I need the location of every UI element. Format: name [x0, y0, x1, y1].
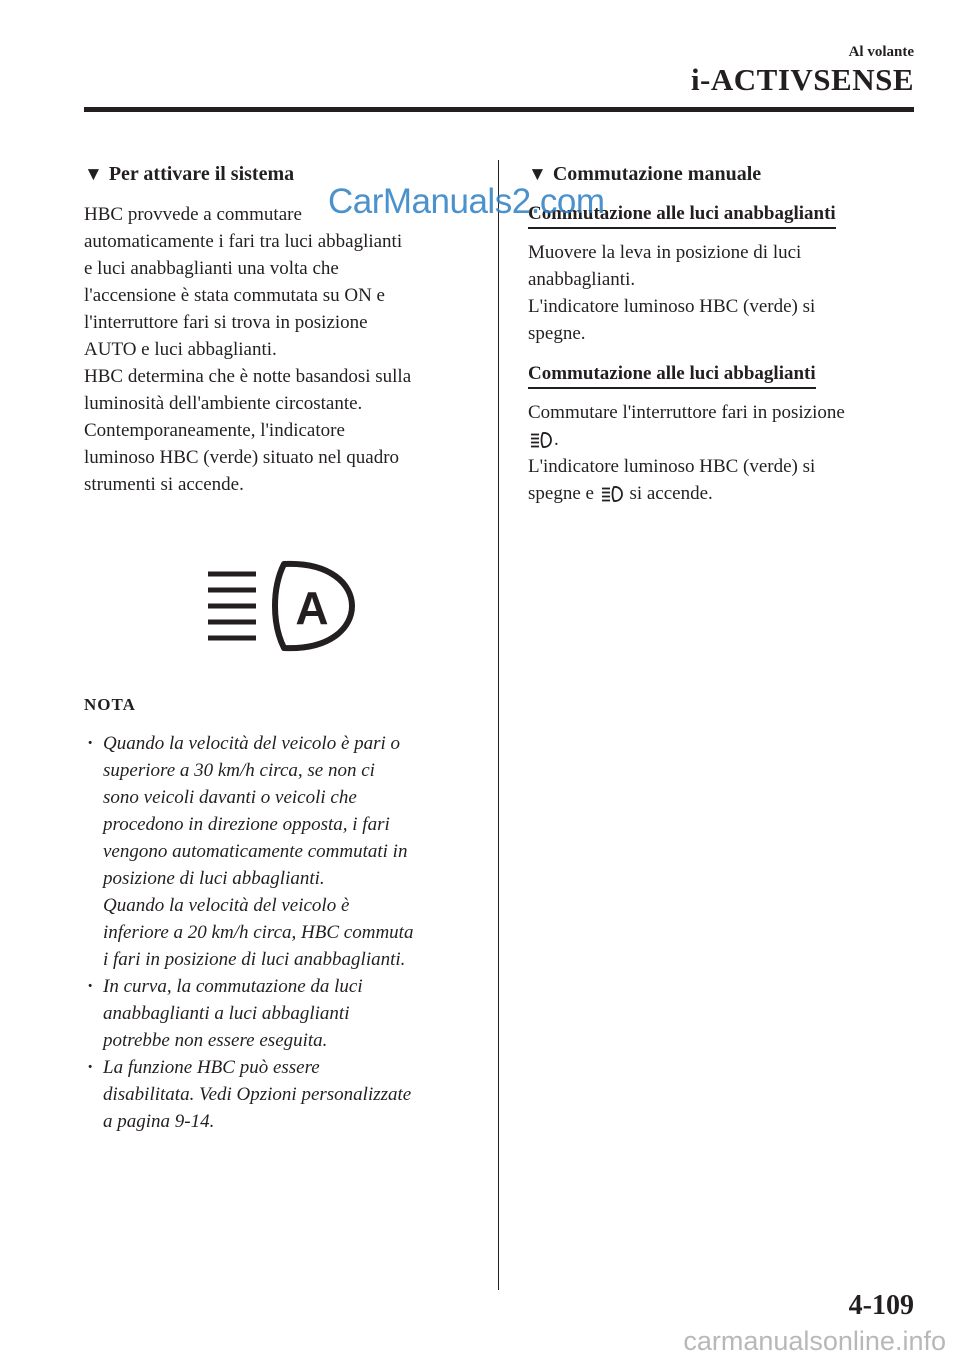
section-title: i-ACTIVSENSE — [690, 62, 914, 97]
bullet-icon: · — [87, 1057, 94, 1078]
paragraph-line: luminosità dell'ambiente circostante. — [84, 393, 363, 414]
inline-text: si accende. — [624, 483, 713, 504]
chapter-label: Al volante — [848, 44, 914, 60]
paragraph-line: l'interruttore fari si trova in posizione — [84, 312, 368, 333]
note-line: anabbaglianti a luci abbaglianti — [103, 1003, 350, 1024]
paragraph-line: l'accensione è stata commutata su ON e — [84, 285, 385, 306]
note-line: potrebbe non essere eseguita. — [103, 1030, 328, 1051]
paragraph-line: anabbaglianti. — [528, 269, 636, 290]
paragraph-line: L'indicatore luminoso HBC (verde) si — [528, 296, 816, 317]
low-beam-title: Commutazione alle luci anabbaglianti — [528, 201, 836, 229]
note-item — [84, 730, 476, 973]
note-line: superiore a 30 km/h circa, se non ci — [103, 760, 375, 781]
note-line: sono veicoli davanti o veicoli che — [103, 787, 357, 808]
paragraph-line: L'indicatore luminoso HBC (verde) si — [528, 456, 816, 477]
hbc-auto-high-beam-icon — [202, 558, 362, 658]
watermark-link[interactable]: CarManuals2.com — [328, 182, 605, 221]
triangle-marker-icon: ▼ — [84, 164, 103, 185]
note-line: Quando la velocità del veicolo è — [103, 895, 350, 916]
low-beam-section — [528, 201, 918, 347]
note-line: La funzione HBC può essere — [103, 1057, 320, 1078]
paragraph-line — [528, 480, 918, 507]
manual-switch-heading-text: Commutazione manuale — [552, 163, 762, 185]
inline-text: . — [554, 429, 559, 450]
paragraph-line: HBC provvede a commutare — [84, 204, 302, 225]
note-line: procedono in direzione opposta, i fari — [103, 814, 390, 835]
inline-text: spegne e — [528, 483, 599, 504]
note-list — [84, 730, 476, 1135]
page-number: 4-109 — [848, 1290, 914, 1321]
paragraph-line: Commutare l'interruttore fari in posizione — [528, 402, 845, 423]
note-line: a pagina 9-14. — [103, 1111, 215, 1132]
paragraph-line: Muovere la leva in posizione di luci — [528, 242, 802, 263]
paragraph-line: strumenti si accende. — [84, 474, 244, 495]
triangle-marker-icon: ▼ — [528, 164, 547, 185]
paragraph-line: AUTO e luci abbaglianti. — [84, 339, 277, 360]
note-line: disabilitata. Vedi Opzioni personalizzate — [103, 1084, 412, 1105]
header-rule — [84, 107, 914, 112]
bullet-icon: · — [87, 976, 94, 997]
high-beam-icon — [530, 432, 552, 448]
paragraph-line — [528, 426, 918, 453]
hbc-icon-letter: A — [295, 582, 329, 634]
paragraph-line: e luci anabbaglianti una volta che — [84, 258, 339, 279]
paragraph-line: luminoso HBC (verde) situato nel quadro — [84, 447, 400, 468]
footer-url-link[interactable]: carmanualsonline.info — [683, 1326, 946, 1356]
note-line: vengono automaticamente commutati in — [103, 841, 408, 862]
high-beam-title: Commutazione alle luci abbaglianti — [528, 361, 816, 389]
note-line: i fari in posizione di luci anabbaglianti. — [103, 949, 406, 970]
high-beam-icon — [601, 486, 623, 502]
column-divider — [498, 160, 499, 1290]
activation-heading-text: Per attivare il sistema — [108, 163, 295, 185]
bullet-icon: · — [87, 733, 94, 754]
paragraph-line: HBC determina che è notte basandosi sulla — [84, 366, 412, 387]
left-column — [84, 160, 476, 1135]
paragraph-line: spegne. — [528, 323, 586, 344]
note-line: In curva, la commutazione da luci — [103, 976, 363, 997]
note-line: inferiore a 20 km/h circa, HBC commuta — [103, 922, 414, 943]
paragraph-line: Contemporaneamente, l'indicatore — [84, 420, 345, 441]
note-line: Quando la velocità del veicolo è pari o — [103, 733, 401, 754]
note-label: NOTA — [84, 695, 136, 714]
hbc-indicator-figure — [202, 558, 362, 658]
note-item — [84, 1054, 476, 1135]
high-beam-section — [528, 361, 918, 507]
note-item — [84, 973, 476, 1054]
activation-paragraph — [84, 201, 476, 498]
paragraph-line: automaticamente i fari tra luci abbaglianti — [84, 231, 403, 252]
note-line: posizione di luci abbaglianti. — [103, 868, 325, 889]
